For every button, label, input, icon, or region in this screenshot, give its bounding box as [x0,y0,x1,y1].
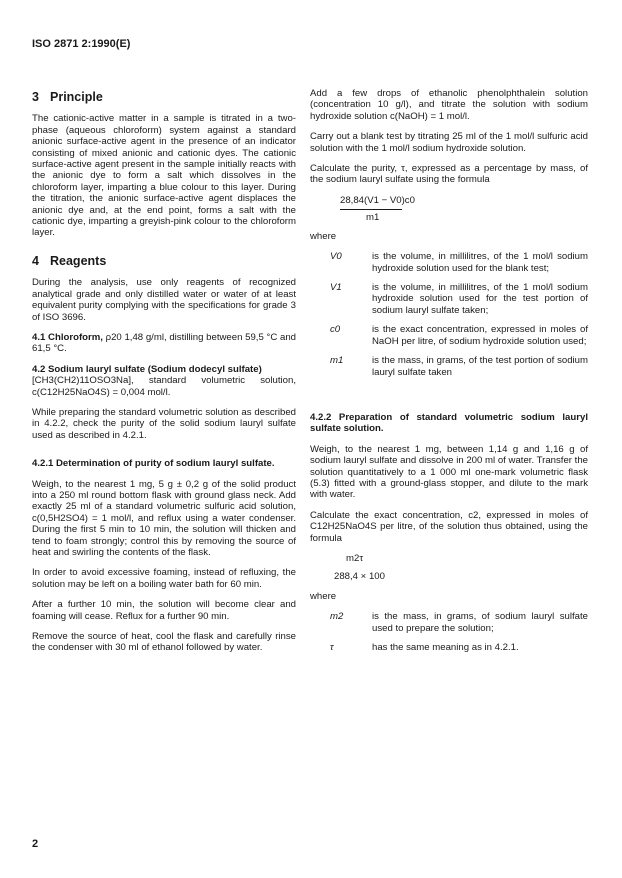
symbol: c0 [330,324,341,336]
reagent-4-2-heading: 4.2 Sodium lauryl sulfate (Sodium dodecyl sulfate) [32,363,262,375]
right-column [310,88,588,668]
page-number: 2 [32,838,39,850]
blank-test-paragraph: Carry out a blank test by titrating 25 ml of the 1 mol/l sulfuric acid solution with the 1 mol/l sodium hydroxide solution. [310,131,588,154]
definition: is the volume, in millilitres, of the 1 mol/l sodium hydroxide solution used for the test portion of sodium lauryl sulfate taken; [372,282,588,316]
formula-denominator: 288,4 × 100 [334,570,385,582]
symbol: V0 [330,251,342,263]
subclause-4-2-1-paragraph: Weigh, to the nearest 1 mg, 5 g ± 0,2 g of the solid product into a 250 ml round bottom flask with ground glass neck. Add exactly 25 ml of a standard volumetric sulfuric acid solution, c(0,5H2SO4) = 1 mol/l, and reflux using a water condenser. During the first 5 min to 10 min, the solution will thicken and tend to foam strongly; control this by removing the source of heat and swirling the contents of the flask. [32,478,296,558]
symbol-definitions [310,251,588,386]
definition-row [310,355,588,386]
subclause-4-2-1-paragraph: In order to avoid excessive foaming, instead of refluxing, the solution may be left on a boiling water bath for 60 min. [32,567,296,590]
reagent-4-1-heading: 4.1 Chloroform, [32,331,103,343]
section-title: Reagents [50,253,107,268]
symbol: τ [330,642,334,654]
formula-numerator: m2τ [346,552,364,564]
definition: is the exact concentration, expressed in moles of NaOH per litre, of sodium hydroxide solution used; [372,324,588,347]
concentration-calc-paragraph: Calculate the exact concentration, c2, expressed in moles of C12H25NaO4S per litre, of the solution thus obtained, using the formula [310,509,588,544]
section-title: Principle [50,90,103,104]
subclause-4-2-2-paragraph: Weigh, to the nearest 1 mg, between 1,14 g and 1,16 g of sodium lauryl sulfate and dissolve in 200 ml of water. Transfer the solution quantitatively to a 1 000 ml one-mark volumetric flask (5.3) fitted with a ground-glass stopper, and dilute to the mark with water. [310,443,588,501]
purity-formula [340,195,588,225]
concentration-formula [334,553,588,585]
where-label: where [310,590,337,602]
reagent-4-2 [32,364,296,398]
reagents-intro: During the analysis, use only reagents of recognized analytical grade and only distilled water or water of at least equivalent purity complying with the specifications for grade 3 of ISO 3696. [32,277,296,323]
principle-paragraph: The cationic-active matter in a sample is titrated in a two-phase (aqueous chloroform) system against a standard anionic surface-active agent in the presence of an indicator consisting of mixed anionic and cationic dyes. The cationic surface-active agent present in the sample initially reacts with the anionic dye to form a salt which dissolves in the chloroform layer, imparting a blue colour to this layer. During the titration, the anionic surface-active agent displaces the anionic dye and, at the end point, forms a salt with the cationic dye, imparting a greyish-pink colour to the chloroform layer. [32,113,296,239]
formula-numerator: 28,84(V1 − V0)c0 [340,194,415,206]
titration-paragraph: Add a few drops of ethanolic phenolphthalein solution (concentration 10 g/l), and titrate the solution with sodium hydroxide solution c(NaOH) = 1 mol/l. [310,88,588,122]
subclause-4-2-1-heading: 4.2.1 Determination of purity of sodium lauryl sulfate. [32,458,275,470]
section-number: 4 [32,253,39,268]
document-header: ISO 2871 2:1990(E) [32,38,131,50]
where-label: where [310,230,337,242]
symbol: V1 [330,282,342,294]
definition: has the same meaning as in 4.2.1. [372,642,519,654]
section-number: 3 [32,90,39,104]
reagent-4-1 [32,332,296,355]
subclause-4-2-1-paragraph: Remove the source of heat, cool the flask and carefully rinse the condenser with 30 ml of ethanol followed by water. [32,631,296,654]
definition-row [310,282,588,324]
section-4-heading [32,253,296,268]
subclause-4-2-1-paragraph: After a further 10 min, the solution will become clear and foaming will cease. Reflux for a further 90 min. [32,599,296,622]
symbol: m1 [330,355,344,367]
symbol-definitions [310,611,588,661]
subclause-4-2-2-heading: 4.2.2 Preparation of standard volumetric sodium lauryl sulfate solution. [310,411,588,435]
symbol: m2 [330,611,344,623]
reagent-4-2-note: While preparing the standard volumetric solution as described in 4.2.2, check the purity of the solid sodium lauryl sulfate used as described in 4.2.1. [32,406,296,441]
formula-denominator: m1 [366,211,380,223]
section-3-heading [32,92,296,103]
definition: is the volume, in millilitres, of the 1 mol/l sodium hydroxide solution used for the blank test; [372,251,588,274]
fraction-bar [340,209,402,210]
reagent-4-1-body: ρ20 1,48 g/ml, distilling between 59,5 °C and 61,5 °C. [32,331,296,355]
definition-row [310,611,588,642]
definition-row [310,642,588,661]
purity-calc-paragraph: Calculate the purity, τ, expressed as a percentage by mass, of the sodium lauryl sulfate using the formula [310,163,588,186]
reagent-4-2-body: [CH3(CH2)11OSO3Na], standard volumetric solution, c(C12H25NaO4S) = 0,004 mol/l. [32,375,296,398]
left-column [32,92,296,663]
definition: is the mass, in grams, of sodium lauryl sulfate used to prepare the solution; [372,611,588,634]
definition-row [310,251,588,282]
definition: is the mass, in grams, of the test portion of sodium lauryl sulfate taken [372,355,588,378]
definition-row [310,324,588,355]
